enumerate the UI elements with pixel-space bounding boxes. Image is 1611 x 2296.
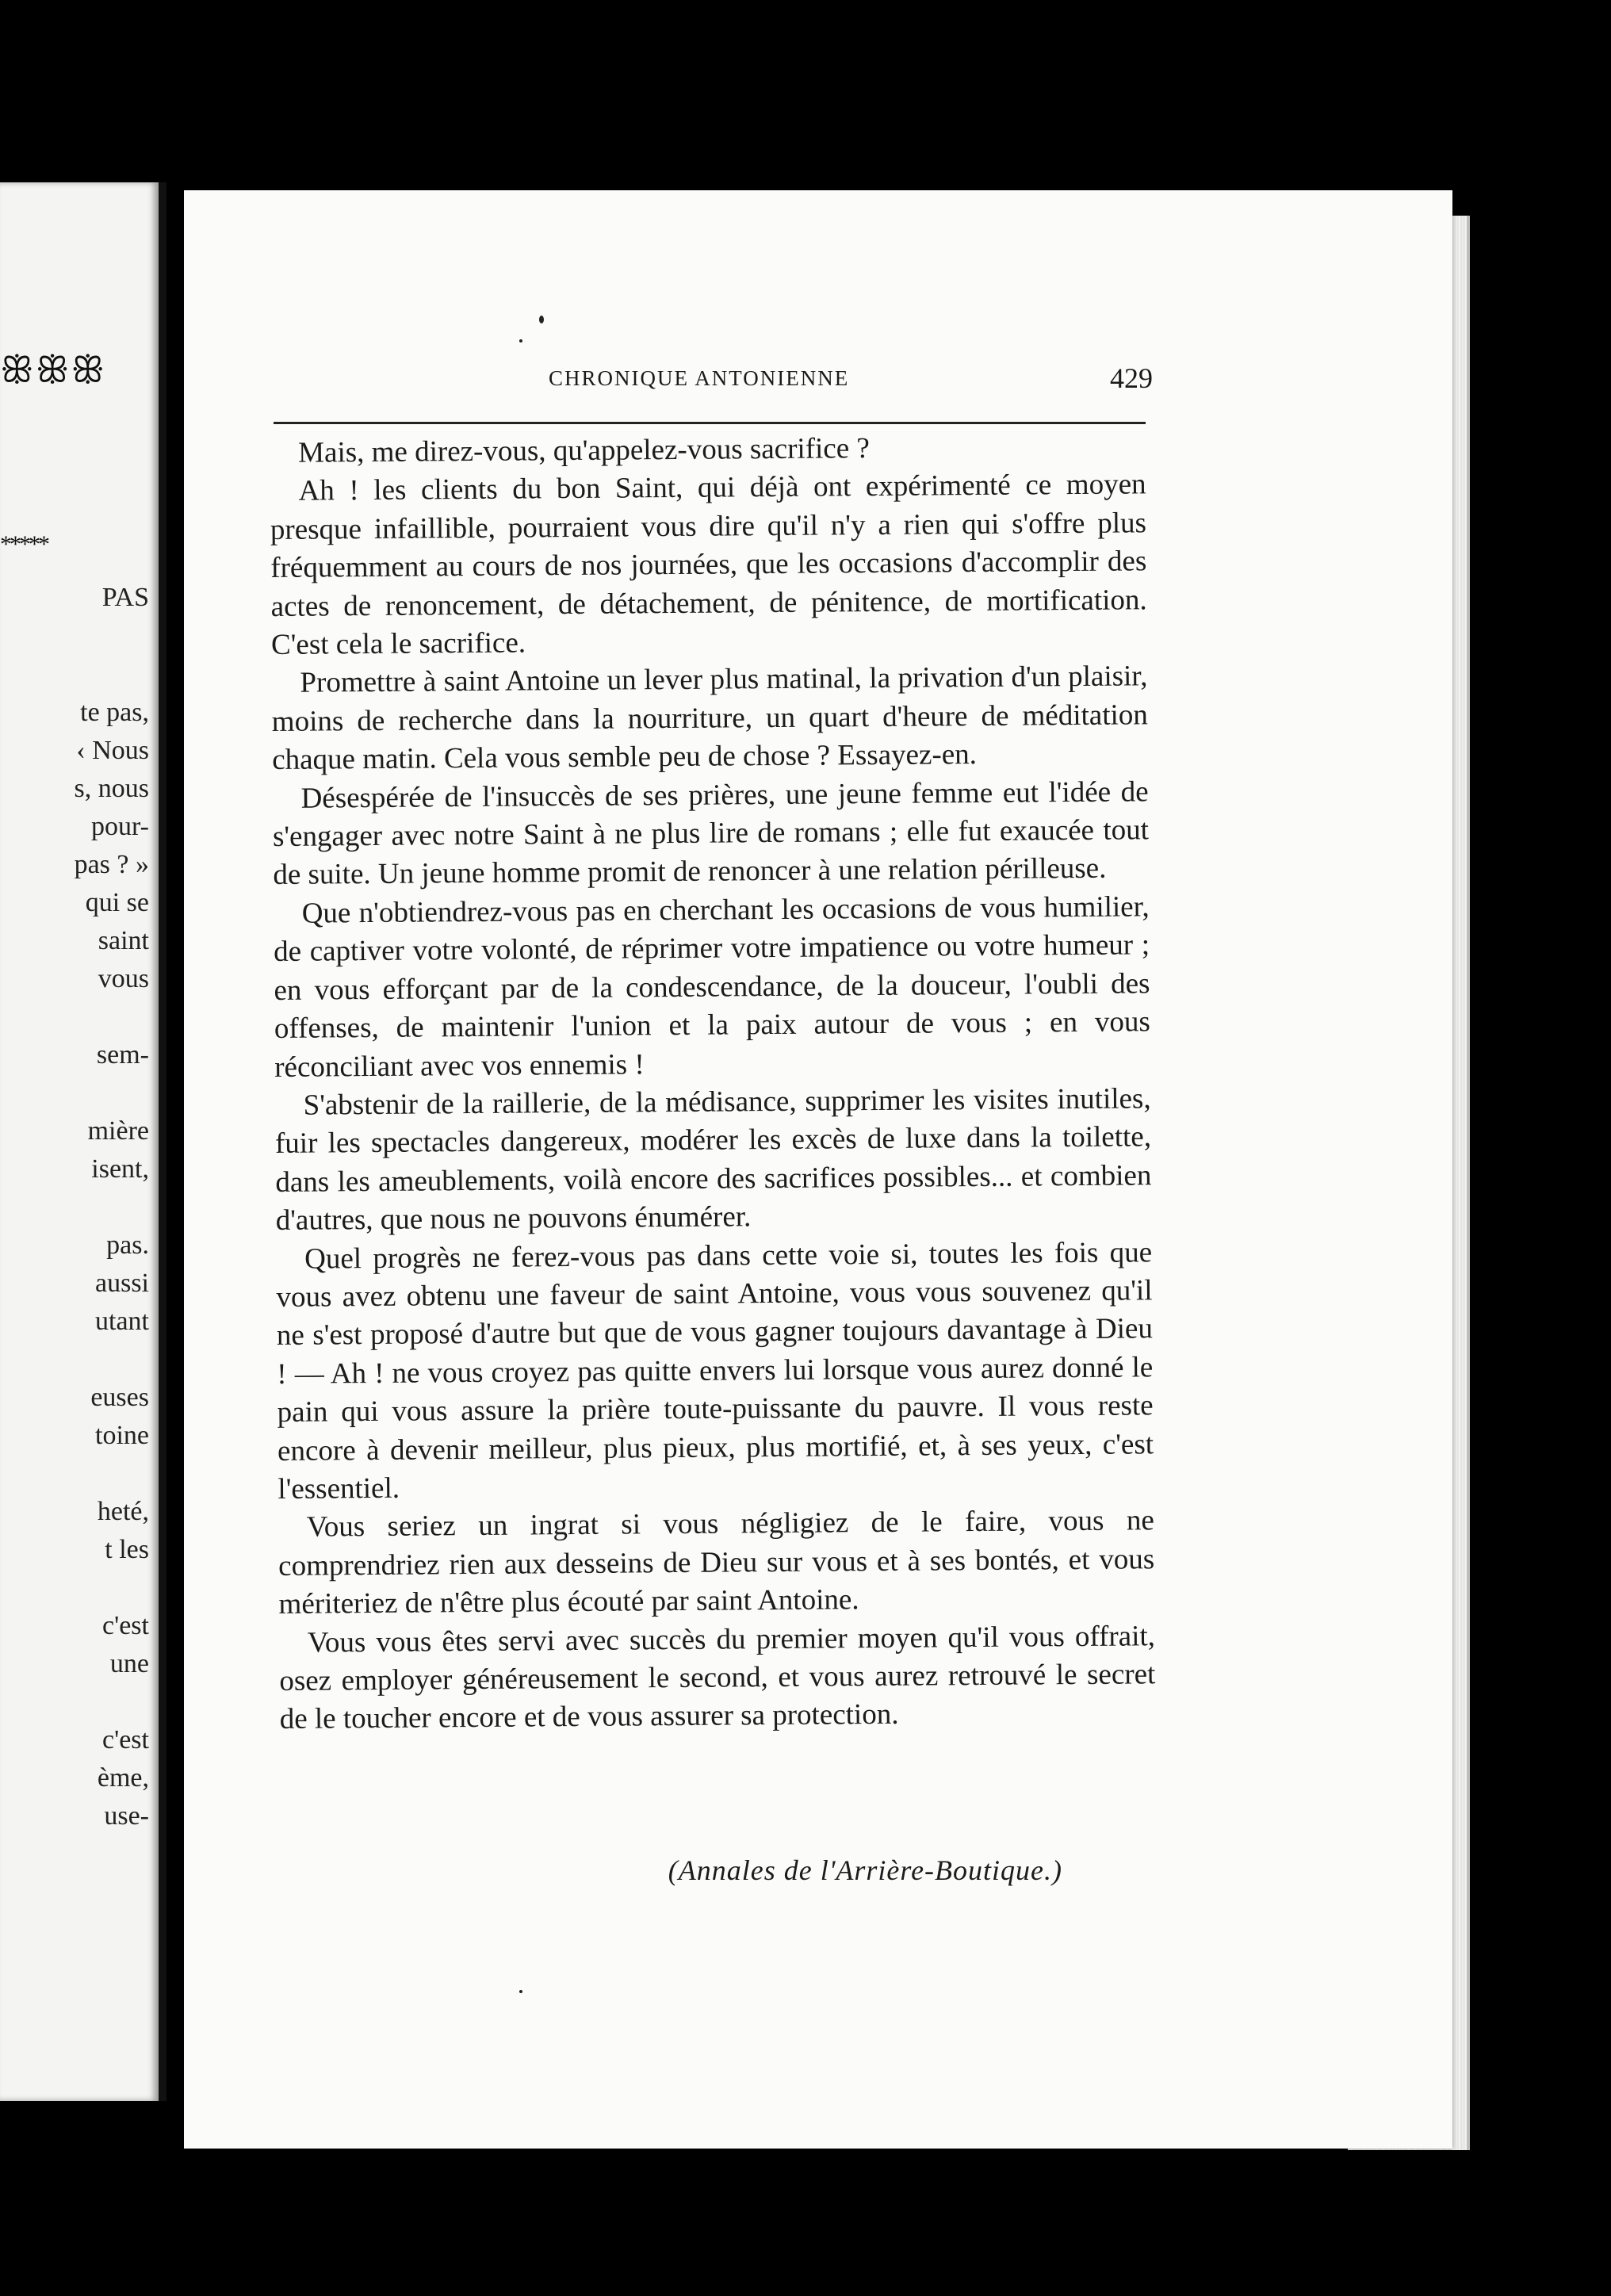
left-line: pas. (106, 1230, 149, 1260)
left-line: euses (90, 1383, 149, 1412)
left-line: s, nous (74, 774, 149, 803)
left-line: sem- (96, 1040, 149, 1070)
running-head (270, 362, 1153, 406)
paragraph: Ah ! les clients du bon Saint, qui déjà ont expérimenté ce moyen presque infaillible, pourraient vous dire qu'il n'y a rien qui s'offre plus fréquemment au cours de nos journées, que les occasions d'accomplir des actes de renoncement, de détachement, de pénitence, de mortification. C'est cela le sacrifice. (270, 468, 1147, 662)
left-line: utant (95, 1307, 149, 1336)
left-line: mière (87, 1116, 149, 1146)
left-line: c'est (102, 1611, 149, 1640)
left-line: t les (105, 1535, 149, 1564)
left-line: PAS (101, 583, 149, 612)
left-line: vous (98, 964, 149, 993)
ornament-icon: ꕥꕥꕥ (0, 350, 107, 390)
page-number: 429 (1110, 362, 1153, 394)
paragraph: Que n'obtiendrez-vous pas en cherchant les occasions de vous humilier, de captiver votre volonté, de réprimer votre impatience ou votre humeur ; en vous efforçant par de la condescendance, de la douceur, l'oubli des offenses, de maintenir l'union et la paix autour de vous ; en vous réconciliant avec vos ennemis ! (273, 890, 1151, 1084)
paragraph: Vous seriez un ingrat si vous négligiez de le faire, vous ne comprendriez rien aux desseins de Dieu sur vous et à ses bontés, et vous mériteriez de n'être plus écouté par saint Antoine. (278, 1504, 1155, 1621)
paragraph: Quel progrès ne ferez-vous pas dans cette voie si, toutes les fois que vous avez obtenu une faveur de saint Antoine, vous vous souvenez qu'il ne s'est proposé d'autre but que de vous gagner toujours davantage à Dieu ! — Ah ! ne vous croyez pas quitte envers lui lorsque vous aurez donné le pain qui vous assure la prière toute-puissante du pauvre. Il vous reste encore à devenir meilleur, plus pieux, plus mortifié, et, à ses yeux, c'est l'essentiel. (276, 1235, 1154, 1506)
left-line: ème, (97, 1763, 149, 1793)
left-line: heté, (97, 1497, 149, 1526)
paragraph: Vous vous êtes servi avec succès du premier moyen qu'il vous offrait, osez employer généreusement le second, et vous aurez retrouvé le secret de le toucher encore et de vous assurer sa protection. (279, 1619, 1156, 1736)
star-divider: ***** (0, 531, 48, 557)
paragraph: Promettre à saint Antoine un lever plus matinal, la privation d'un plaisir, moins de recherche dans la nourriture, un quart d'heure de méditation chaque matin. Cela vous semble peu de chose ? Essayez-en. (271, 660, 1148, 777)
scan-speck (519, 1990, 522, 1993)
left-line: aussi (95, 1269, 149, 1298)
body-text (270, 427, 1156, 1739)
left-page-fragment (0, 182, 166, 2101)
header-rule (274, 422, 1146, 424)
paragraph: Désespérée de l'insuccès de ses prières, une jeune femme eut l'idée de s'engager avec notre Saint à ne plus lire de romans ; elle fut exaucée tout de suite. Un jeune homme promit de renoncer à une relation périlleuse. (272, 775, 1150, 892)
left-line: toine (95, 1421, 149, 1450)
left-line: ‹ Nous (76, 736, 149, 765)
left-line: saint (98, 926, 149, 955)
running-head-title: CHRONIQUE ANTONIENNE (549, 366, 850, 390)
scan-speck (519, 339, 522, 342)
left-line: qui se (85, 888, 149, 917)
left-line: pas ? » (74, 850, 149, 879)
paragraph: S'abstenir de la raillerie, de la médisance, supprimer les visites inutiles, fuir les spectacles dangereux, modérer les excès de luxe dans la toilette, dans les ameublements, voilà encore des sacrifices possibles... et combien d'autres, que nous ne pouvons énumérer. (274, 1082, 1152, 1238)
paragraph: Mais, me direz-vous, qu'appelez-vous sacrifice ? (298, 432, 871, 469)
left-line: c'est (102, 1725, 149, 1755)
left-line: une (109, 1649, 149, 1678)
scan-speck (539, 316, 544, 323)
left-line: te pas, (80, 698, 149, 727)
source-citation: (Annales de l'Arrière-Boutique.) (668, 1854, 1062, 1886)
left-line: pour- (91, 812, 149, 841)
left-line: isent, (91, 1154, 149, 1184)
left-line: use- (104, 1801, 149, 1831)
